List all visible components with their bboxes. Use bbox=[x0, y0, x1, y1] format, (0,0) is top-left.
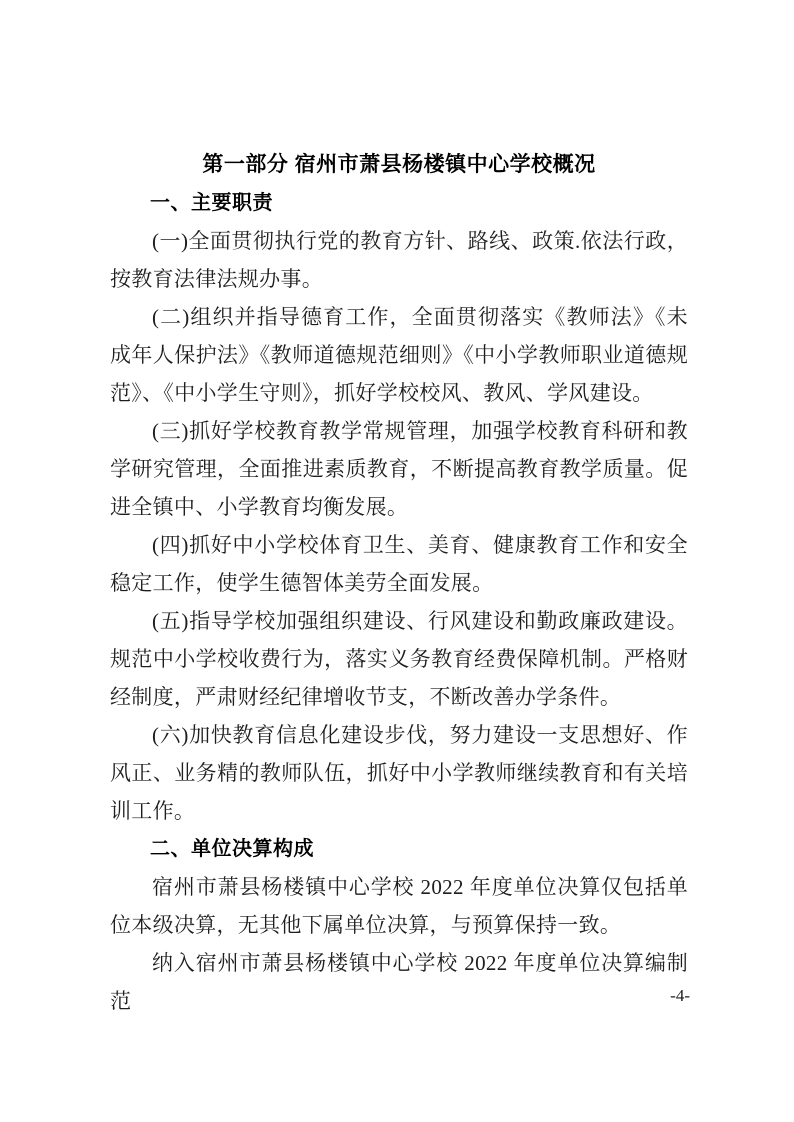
paragraph-duty-3: (三)抓好学校教育教学常规管理，加强学校教育科研和教学研究管理，全面推进素质教育，不断提高教育教学质量。促进全镇中、小学教育均衡发展。 bbox=[110, 419, 688, 519]
heading-main-duties: 一、主要职责 bbox=[150, 192, 273, 214]
paragraph-duty-2: (二)组织并指导德育工作，全面贯彻落实《教师法》《未成年人保护法》《教师道德规范细则》《中小学教师职业道德规范》、《中小学生守则》，抓好学校校风、教风、学风建设。 bbox=[110, 305, 688, 405]
paragraph-duty-1: (一)全面贯彻执行党的教育方针、路线、政策.依法行政，按教育法律法规办事。 bbox=[110, 229, 688, 291]
document-content bbox=[110, 146, 688, 1020]
heading-final-accounts-composition: 二、单位决算构成 bbox=[150, 838, 314, 860]
paragraph-duty-4: (四)抓好中小学校体育卫生、美育、健康教育工作和安全稳定工作，使学生德智体美劳全面发展。 bbox=[110, 533, 688, 595]
paragraph-accounts-2: 纳入宿州市萧县杨楼镇中心学校 2022 年度单位决算编制范 bbox=[110, 951, 688, 1013]
document-title: 第一部分 宿州市萧县杨楼镇中心学校概况 bbox=[202, 153, 596, 176]
paragraph-accounts-1: 宿州市萧县杨楼镇中心学校 2022 年度单位决算仅包括单位本级决算，无其他下属单位决算，与预算保持一致。 bbox=[110, 875, 688, 937]
page-number: -4- bbox=[670, 986, 690, 1005]
paragraph-duty-5: (五)指导学校加强组织建设、行风建设和勤政廉政建设。规范中小学校收费行为，落实义务教育经费保障机制。严格财经制度，严肃财经纪律增收节支，不断改善办学条件。 bbox=[110, 609, 688, 709]
paragraph-duty-6: (六)加快教育信息化建设步伐，努力建设一支思想好、作风正、业务精的教师队伍，抓好中小学教师继续教育和有关培训工作。 bbox=[110, 723, 688, 823]
